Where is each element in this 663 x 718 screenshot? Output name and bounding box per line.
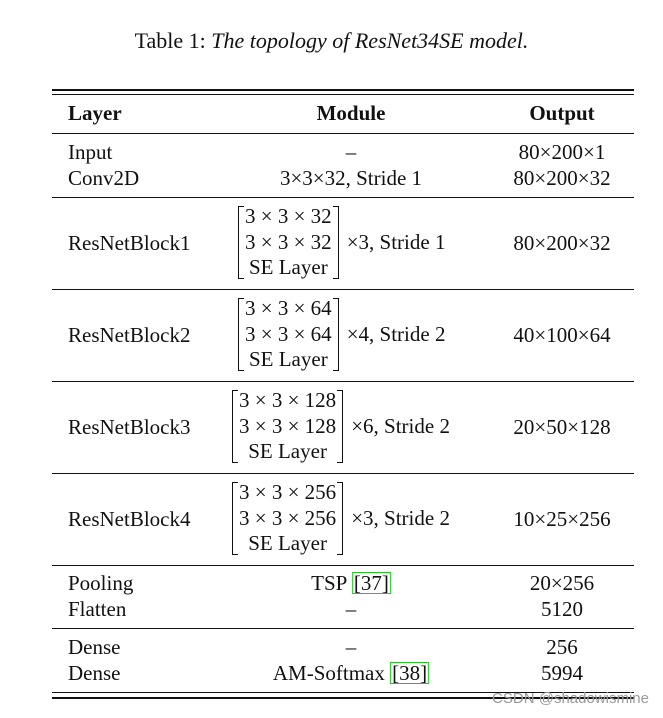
output-dense-2: 5994 <box>541 661 583 685</box>
layer-pooling: Pooling <box>68 571 134 595</box>
block-repeat: ×3, Stride 1 <box>346 229 446 254</box>
output-block1: 80×200×32 <box>513 231 611 255</box>
module-flatten: – <box>345 597 357 621</box>
module-block3 <box>232 388 450 465</box>
matrix-row: SE Layer <box>248 255 328 279</box>
caption-label: Table 1: <box>134 28 206 53</box>
row-rule-5 <box>52 565 634 566</box>
output-block3: 20×50×128 <box>513 415 611 439</box>
module-name: AM-Softmax <box>272 661 385 685</box>
matrix-row: 3 × 3 × 64 <box>245 321 332 346</box>
matrix-row: 3 × 3 × 128 <box>239 388 337 412</box>
layer-conv2d: Conv2D <box>68 166 140 190</box>
matrix-row: 3 × 3 × 128 <box>239 413 337 438</box>
matrix-row: SE Layer <box>248 531 327 555</box>
module-conv2d: 3×3×32, Stride 1 <box>279 166 423 190</box>
row-rule-2 <box>52 289 634 290</box>
citation-link[interactable]: [38] <box>392 661 428 685</box>
matrix-row: SE Layer <box>248 347 328 371</box>
row-rule-1 <box>52 197 634 198</box>
output-input: 80×200×1 <box>518 140 606 164</box>
citation-link[interactable]: [37] <box>353 571 389 595</box>
layer-input: Input <box>68 140 113 164</box>
layer-flatten: Flatten <box>68 597 127 621</box>
row-rule-6 <box>52 628 634 629</box>
header-layer: Layer <box>68 101 122 125</box>
caption-title: The topology of ResNet34SE model. <box>211 28 529 53</box>
module-input: – <box>345 140 357 164</box>
module-block4 <box>232 480 450 557</box>
module-dense-1: – <box>345 635 357 659</box>
matrix-row: 3 × 3 × 32 <box>245 204 332 228</box>
layer-block1: ResNetBlock1 <box>68 231 191 255</box>
output-block4: 10×25×256 <box>513 507 611 531</box>
output-dense-1: 256 <box>546 635 578 659</box>
layer-dense-2: Dense <box>68 661 121 685</box>
header-module: Module <box>316 101 386 125</box>
top-rule <box>52 89 634 91</box>
row-rule-4 <box>52 473 634 474</box>
matrix-row: SE Layer <box>248 439 327 463</box>
block-repeat: ×3, Stride 2 <box>351 505 450 530</box>
row-rule-3 <box>52 381 634 382</box>
layer-dense-1: Dense <box>68 635 121 659</box>
output-conv2d: 80×200×32 <box>513 166 611 190</box>
module-name: TSP <box>311 571 347 595</box>
module-dense-2 <box>273 660 429 686</box>
layer-block2: ResNetBlock2 <box>68 323 191 347</box>
kernel-matrix <box>232 480 343 557</box>
layer-block4: ResNetBlock4 <box>68 507 191 531</box>
kernel-matrix <box>238 296 339 373</box>
watermark: CSDN @shadowismine <box>492 690 649 707</box>
kernel-matrix <box>232 388 343 465</box>
top-rule-inner <box>52 94 634 95</box>
matrix-row: 3 × 3 × 256 <box>239 480 337 504</box>
matrix-row: 3 × 3 × 256 <box>239 505 337 530</box>
output-pooling: 20×256 <box>529 571 595 595</box>
block-repeat: ×4, Stride 2 <box>346 321 446 346</box>
layer-block3: ResNetBlock3 <box>68 415 191 439</box>
matrix-row: 3 × 3 × 64 <box>245 296 332 320</box>
kernel-matrix <box>238 204 339 281</box>
table-caption <box>0 28 663 54</box>
output-flatten: 5120 <box>541 597 583 621</box>
module-block2 <box>238 296 445 373</box>
matrix-row: 3 × 3 × 32 <box>245 229 332 254</box>
header-output: Output <box>529 101 595 125</box>
output-block2: 40×100×64 <box>513 323 611 347</box>
module-pooling <box>311 570 391 596</box>
block-repeat: ×6, Stride 2 <box>351 413 450 438</box>
header-rule <box>52 133 634 134</box>
module-block1 <box>238 204 445 281</box>
